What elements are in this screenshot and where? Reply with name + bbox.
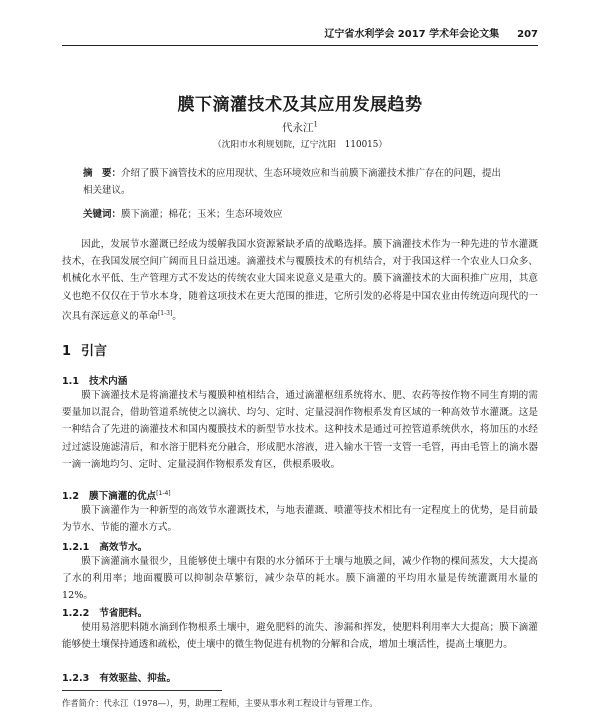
subsection-heading-1-1 bbox=[62, 373, 127, 387]
keywords-label: 关键词： bbox=[83, 209, 122, 220]
intro-citation: [1-3] bbox=[157, 309, 173, 317]
paragraph-text: 膜下滴灌技术是将滴灌技术与覆膜种植相结合，通过滴灌枢纽系统将水、肥、农药等按作物不同生育期的需要量加以混合，借助管道系统使之以滴状、均匀、定时、定量浸润作物根系发育区域的一种高效节水灌溉。这是一种结合了先进的滴灌技术和国内覆膜技术的新型节水技术。这种技术是通过可控管道系统供水，将加压的水经过过滤设施滤清后，和水溶于肥料充分融合，形成肥水溶液，进入输水干管一支管一毛管，再由毛管上的滴水器一滴一滴地均匀、定时、定量浸润作物根系发育区，供根系吸收。 bbox=[62, 390, 538, 470]
subsection-heading-1-2-2 bbox=[62, 605, 147, 619]
section-title: 引言 bbox=[81, 344, 108, 359]
author-mark: 1 bbox=[313, 120, 318, 129]
intro-paragraph bbox=[62, 236, 538, 325]
affiliation: （沈阳市水利规划院，辽宁沈阳 110015） bbox=[212, 140, 388, 150]
author-line bbox=[0, 120, 600, 135]
keywords-text: 膜下滴灌；棉花；玉米；生态环境效应 bbox=[121, 209, 283, 220]
paragraph-1-1 bbox=[62, 387, 538, 473]
subsection-title: 高效节水。 bbox=[99, 542, 148, 553]
subsection-number: 1.2 bbox=[62, 491, 79, 502]
paragraph-text: 使用易溶肥料随水滴到作物根系土壤中，避免肥料的流失、渗漏和挥发，使肥料利用率大大提高；膜下滴灌能够使土壤保持通透和疏松，使土壤中的微生物促进有机物的分解和合成，增加土壤活性，提高土壤肥力。 bbox=[62, 622, 538, 651]
author-footnote: 作者简介：代永江（1978—），男，助理工程师，主要从事水利工程设计与管理工作。 bbox=[62, 698, 378, 708]
paragraph-text: 膜下滴灌滴水量很少，且能够使土壤中有限的水分循环于土壤与地膜之间，减少作物的棵间蒸发，大大提高了水的利用率；地面覆膜可以抑制杂草繁衍，减少杂草的耗水。膜下滴灌的平均用水量是传统灌溉用水量的12%。 bbox=[62, 556, 538, 602]
section-heading-1 bbox=[62, 340, 107, 359]
subsection-number: 1.1 bbox=[62, 376, 79, 387]
subsection-number: 1.2.2 bbox=[62, 608, 90, 619]
journal-name: 辽宁省水利学会 2017 学术年会论文集 bbox=[324, 29, 500, 40]
subsection-title: 有效驱盐、抑盐。 bbox=[99, 673, 177, 684]
paper-title: 膜下滴灌技术及其应用发展趋势 bbox=[177, 95, 423, 115]
page-number: 207 bbox=[517, 29, 538, 40]
intro-text: 因此，发展节水灌溉已经成为缓解我国水资源紧缺矛盾的战略选择。膜下滴灌技术作为一种先进的节水灌溉技术，在我国发展空间广阔而且日益迅速。滴灌技术与覆膜技术的有机结合，对于我国这样一个农业人口众多、机械化水平低、生产管理方式不发达的传统农业大国来说意义是重大的。膜下滴灌技术的大面积推广应用，其意义也绝不仅仅在于节水本身，随着这项技术在更大范围的推进，它所引发的必将是中国农业由传统迈向现代的一次具有深远意义的革命 bbox=[62, 239, 538, 322]
abstract bbox=[83, 165, 510, 199]
author-name: 代永江 bbox=[282, 122, 314, 134]
section-number: 1 bbox=[62, 344, 72, 359]
subsection-citation: [1-4] bbox=[156, 489, 171, 497]
subsection-number: 1.2.1 bbox=[62, 542, 90, 553]
running-header bbox=[62, 27, 538, 46]
abstract-text: 介绍了膜下滴管技术的应用现状、生态环境效应和当前膜下滴灌技术推广存在的问题，提出相关建议。 bbox=[83, 168, 502, 196]
paragraph-text: 膜下滴灌作为一种新型的高效节水灌溉技术，与地表灌溉、喷灌等技术相比有一定程度上的优势，是目前最为节水、节能的灌水方式。 bbox=[62, 505, 538, 534]
footnote-divider bbox=[62, 690, 222, 691]
subsection-title: 节省肥料。 bbox=[99, 608, 148, 619]
subsection-heading-1-2 bbox=[62, 488, 171, 502]
abstract-label: 摘 要： bbox=[83, 168, 122, 179]
subsection-number: 1.2.3 bbox=[62, 673, 90, 684]
subsection-title: 技术内涵 bbox=[89, 376, 128, 387]
subsection-heading-1-2-3 bbox=[62, 670, 176, 684]
paragraph-1-2 bbox=[62, 502, 538, 536]
paragraph-1-2-2 bbox=[62, 619, 538, 653]
paragraph-1-2-1 bbox=[62, 553, 538, 605]
keywords bbox=[83, 206, 510, 220]
intro-end: 。 bbox=[172, 311, 182, 322]
subsection-heading-1-2-1 bbox=[62, 539, 147, 553]
subsection-title: 膜下滴灌的优点 bbox=[89, 491, 157, 502]
